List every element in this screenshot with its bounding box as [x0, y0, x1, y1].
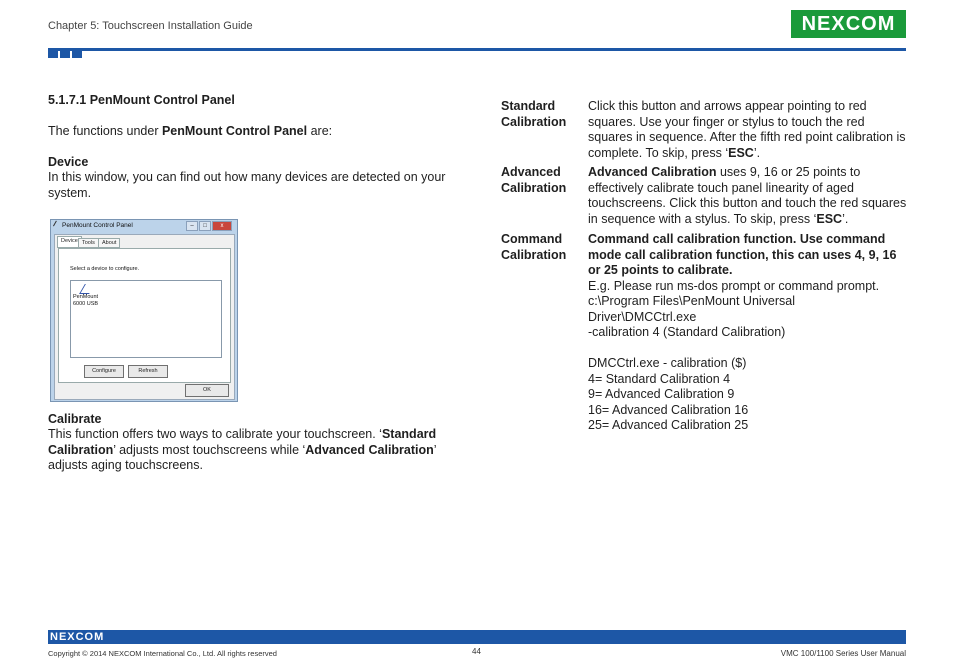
tab-tools[interactable]: Tools — [78, 238, 99, 248]
device-panel — [58, 248, 231, 383]
calibrate-heading: Calibrate — [48, 412, 102, 426]
configure-button[interactable]: Configure — [84, 365, 124, 378]
advanced-definition: Advanced Calibration uses 9, 16 or 25 points to effectively calibrate touch panel linearity of aged touchscreens. Click this button and touch the red squares in sequence with a stylus. To skip, press ‘ESC’. — [588, 165, 907, 226]
section-title: 5.1.7.1 PenMount Control Panel — [48, 93, 235, 107]
device-name: PenMount — [73, 294, 99, 300]
header-square-3 — [72, 50, 82, 58]
manual-title: VMC 100/1100 Series User Manual — [780, 649, 906, 658]
footer-bar — [48, 630, 906, 644]
penmount-device-icon — [79, 284, 95, 294]
command-definition: Command call calibration function. Use command mode call calibration function, this can uses 4, 9, 16 or 25 points to calibrate. E.g. Please run ms-dos prompt or command prompt. c:\Program Files\PenMount Universal Driver\DMCCtrl.exe -calibration 4 (Standard Calibration) DMCCtrl.exe - calibration ($) 4= Standard Calibration 4 9= Advanced Calibration 9 16= Advanced Calibration 16 25= Advanced Calibration 25 — [588, 232, 897, 432]
device-text: In this window, you can find out how many devices are detected on your system. — [48, 170, 446, 200]
standard-term: Standard Calibration — [501, 99, 567, 129]
header-rule — [48, 48, 906, 51]
page-number: 44 — [472, 647, 481, 656]
command-term: Command Calibration — [501, 232, 567, 262]
device-model: 6000 USB — [73, 301, 99, 307]
device-list[interactable] — [70, 280, 222, 358]
copyright-text: Copyright © 2014 NEXCOM International Co., Ltd. All rights reserved — [48, 649, 277, 658]
standard-definition: Click this button and arrows appear pointing to red squares. Use your finger or stylus to touch the red squares in sequence. After the fifth red point calibration is complete. To skip, press ‘ESC’. — [588, 99, 906, 160]
nexcom-logo: NEXCOM — [791, 10, 906, 38]
footer-logo: NEXCOM — [50, 631, 105, 643]
header-square-2 — [60, 50, 70, 58]
penmount-dialog — [50, 219, 238, 402]
device-heading: Device — [48, 155, 89, 169]
dialog-title: PenMount Control Panel — [62, 222, 133, 229]
refresh-button[interactable]: Refresh — [128, 365, 168, 378]
chapter-title: Chapter 5: Touchscreen Installation Guide — [48, 20, 253, 32]
device-prompt: Select a device to configure. — [70, 266, 140, 272]
calibrate-text: This function offers two ways to calibrate your touchscreen. ‘Standard Calibration’ adjusts most touchscreens while ‘Advanced Calibration’ adjusts aging touchscreens. — [48, 427, 437, 472]
maximize-button[interactable]: □ — [199, 221, 211, 231]
advanced-term: Advanced Calibration — [501, 165, 567, 195]
ok-button[interactable]: OK — [185, 384, 229, 397]
dialog-body — [54, 234, 235, 400]
intro-text: The functions under PenMount Control Panel are: — [48, 124, 333, 138]
pen-icon — [53, 221, 62, 230]
header-square-1 — [48, 50, 58, 58]
minimize-button[interactable]: – — [186, 221, 198, 231]
tab-device[interactable]: Device — [57, 236, 82, 248]
tab-about[interactable]: About — [98, 238, 120, 248]
close-button[interactable]: x — [212, 221, 232, 231]
